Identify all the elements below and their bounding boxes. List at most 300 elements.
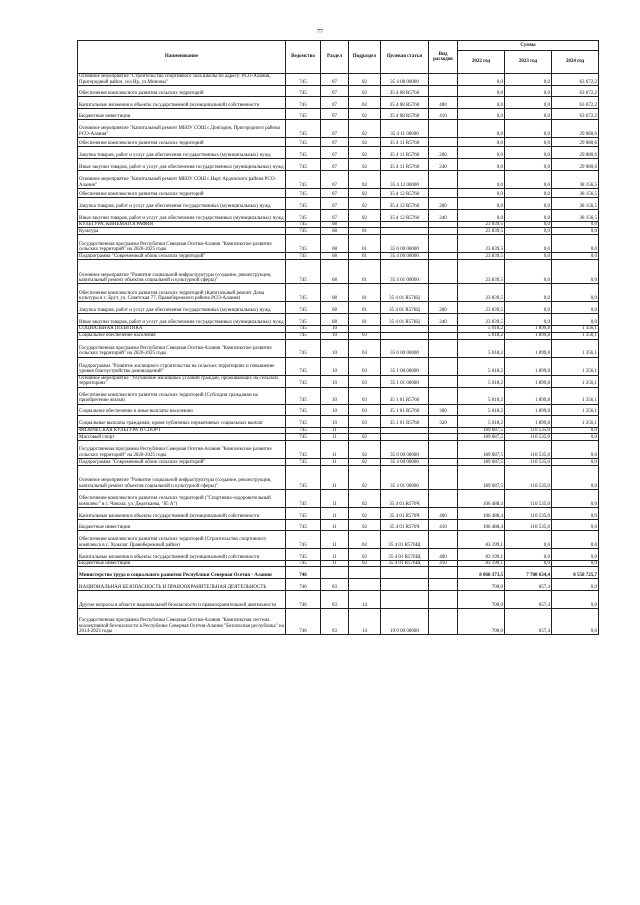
cell-name: Основное мероприятие "Капитальный ремонт МБОУ СОШ с.Нарт Ардонского района РСО-Алания" [78, 171, 286, 189]
table-row [78, 189, 599, 198]
cell-vid-rashodov: 200 [429, 198, 458, 210]
cell-vedomstvo: 745 [286, 109, 321, 120]
table-row [78, 109, 599, 120]
cell-vid-rashodov [429, 253, 458, 260]
cell-vid-rashodov [429, 332, 458, 339]
cell-2023: 0,0 [505, 210, 552, 222]
cell-vid-rashodov [429, 387, 458, 404]
cell-2022: 5 018,2 [458, 415, 505, 427]
cell-2023: 110 535,0 [505, 433, 552, 440]
table-row [78, 147, 599, 159]
cell-2023: 0,0 [505, 222, 552, 228]
cell-celevaya-statya: 35 4 01 R576Щ [381, 530, 429, 548]
cell-podrazdel [349, 567, 381, 579]
table-row [78, 387, 599, 404]
cell-podrazdel: 02 [349, 159, 381, 171]
cell-vedomstvo: 745 [286, 210, 321, 222]
cell-2024: 0,0 [552, 253, 599, 260]
cell-name: Массовый спорт [78, 433, 286, 440]
cell-vedomstvo: 745 [286, 560, 321, 566]
cell-razdel: 08 [321, 284, 349, 302]
cell-razdel: 11 [321, 530, 349, 548]
cell-celevaya-statya: 35 4 01 R576Ц [381, 314, 429, 326]
cell-2022: 0,0 [458, 189, 505, 198]
cell-podrazdel: 02 [349, 109, 381, 120]
cell-vedomstvo: 745 [286, 222, 321, 228]
cell-2024: 38 156,5 [552, 210, 599, 222]
cell-name: Основное мероприятие "Строительство спортивного зала школы по адресу: РСО-Алания, Пригородный район, сел.Нр, ул.Миноны" [78, 74, 286, 86]
cell-vid-rashodov: 410 [429, 109, 458, 120]
cell-podrazdel: 02 [349, 147, 381, 159]
table-row [78, 489, 599, 507]
cell-razdel: 10 [321, 339, 349, 357]
cell-2022: 5 018,2 [458, 339, 505, 357]
cell-razdel: 11 [321, 458, 349, 465]
cell-vid-rashodov [429, 609, 458, 635]
cell-2022: 700,0 [458, 579, 505, 591]
cell-celevaya-statya: 35 1 01 R5760 [381, 404, 429, 415]
cell-vedomstvo: 745 [286, 357, 321, 375]
cell-razdel: 07 [321, 189, 349, 198]
cell-name: Государственная программа Республики Северная Осетия-Алания "Комплексное развитие сельских территорий" на 2020-2025 годы [78, 235, 286, 253]
cell-2024: 0,0 [552, 609, 599, 635]
cell-vedomstvo: 745 [286, 198, 321, 210]
cell-2022: 189 687,5 [458, 433, 505, 440]
cell-podrazdel: 01 [349, 228, 381, 235]
cell-podrazdel: 02 [349, 458, 381, 465]
cell-vedomstvo: 746 [286, 579, 321, 591]
cell-name: Государственная программа Республики Северная Осетия-Алания "Комплексная система коллективной безопасности в Республике Северная Осетия-Алания "Безопасная республика" на 2014-2023 годы [78, 609, 286, 635]
cell-vedomstvo: 745 [286, 171, 321, 189]
cell-2023: 0,0 [505, 147, 552, 159]
cell-vedomstvo: 745 [286, 507, 321, 519]
cell-razdel: 11 [321, 465, 349, 489]
cell-vedomstvo: 745 [286, 548, 321, 560]
cell-celevaya-statya: 35 4 01 00000 [381, 465, 429, 489]
cell-2023: 0,0 [505, 302, 552, 314]
cell-celevaya-statya: 35 4 12 R5760 [381, 210, 429, 222]
cell-vid-rashodov: 200 [429, 147, 458, 159]
cell-razdel: 10 [321, 415, 349, 427]
cell-vedomstvo: 745 [286, 489, 321, 507]
cell-podrazdel: 02 [349, 74, 381, 86]
table-row [78, 415, 599, 427]
cell-vedomstvo: 745 [286, 375, 321, 387]
cell-razdel: 07 [321, 147, 349, 159]
cell-name: Социальное обеспечение и иные выплаты населению [78, 404, 286, 415]
cell-vedomstvo: 745 [286, 253, 321, 260]
cell-2023: 0,0 [505, 228, 552, 235]
cell-podrazdel: 02 [349, 433, 381, 440]
cell-vid-rashodov [429, 86, 458, 97]
cell-vid-rashodov [429, 489, 458, 507]
cell-2022: 700,0 [458, 591, 505, 609]
cell-2024: 38 156,5 [552, 198, 599, 210]
cell-vedomstvo: 745 [286, 465, 321, 489]
cell-2023: 7 708 634,4 [505, 567, 552, 579]
cell-razdel: 11 [321, 433, 349, 440]
cell-2024: 1 356,1 [552, 415, 599, 427]
cell-celevaya-statya: 35 4 12 00000 [381, 171, 429, 189]
cell-vedomstvo: 745 [286, 138, 321, 147]
cell-razdel: 11 [321, 507, 349, 519]
table-row [78, 210, 599, 222]
cell-2024: 29 080,6 [552, 147, 599, 159]
col-header-celevaya-statya: Целевая статья [381, 41, 429, 74]
cell-2024: 1 356,1 [552, 332, 599, 339]
cell-name: Другие вопросы в области национальной безопасности и правоохранительной деятельности [78, 591, 286, 609]
cell-2024: 63 672,2 [552, 74, 599, 86]
cell-podrazdel: 02 [349, 171, 381, 189]
cell-2024: 0,0 [552, 489, 599, 507]
cell-celevaya-statya: 35 4 08 R5760 [381, 86, 429, 97]
cell-2024: 0,0 [552, 591, 599, 609]
table-row [78, 284, 599, 302]
cell-vid-rashodov [429, 530, 458, 548]
cell-razdel: 11 [321, 440, 349, 458]
cell-celevaya-statya [381, 567, 429, 579]
cell-2022: 5 018,2 [458, 375, 505, 387]
cell-celevaya-statya: 35 4 01 R576Ч [381, 507, 429, 519]
cell-name: Бюджетные инвестиции [78, 109, 286, 120]
table-row [78, 579, 599, 591]
cell-razdel: 08 [321, 260, 349, 284]
cell-celevaya-statya: 35 4 01 R576Щ [381, 548, 429, 560]
cell-podrazdel: 01 [349, 302, 381, 314]
cell-celevaya-statya: 35 4 11 R5760 [381, 147, 429, 159]
cell-vid-rashodov [429, 579, 458, 591]
cell-razdel: 03 [321, 579, 349, 591]
cell-podrazdel: 03 [349, 415, 381, 427]
cell-celevaya-statya: 35 4 11 R5760 [381, 138, 429, 147]
cell-2022: 83 199,1 [458, 560, 505, 566]
cell-razdel: 10 [321, 404, 349, 415]
cell-2023: 1 899,8 [505, 415, 552, 427]
cell-vedomstvo: 745 [286, 433, 321, 440]
table-row [78, 609, 599, 635]
cell-2023: 0,0 [505, 235, 552, 253]
cell-podrazdel: 01 [349, 235, 381, 253]
cell-vid-rashodov [429, 74, 458, 86]
cell-name: Социальные выплаты гражданам, кроме публичных нормативных социальных выплат [78, 415, 286, 427]
cell-2023: 657,4 [505, 609, 552, 635]
cell-podrazdel [349, 579, 381, 591]
cell-podrazdel: 02 [349, 198, 381, 210]
cell-vid-rashodov [429, 458, 458, 465]
cell-razdel: 08 [321, 222, 349, 228]
page-number: 77 [317, 29, 323, 35]
cell-2023: 0,0 [505, 109, 552, 120]
cell-name: Обеспечение комплексного развития сельских территорий (Строительство спортивного комплекса в с. Хумалаг Правобережный район) [78, 530, 286, 548]
table-body [78, 74, 599, 635]
cell-vedomstvo: 745 [286, 147, 321, 159]
cell-celevaya-statya: 35 1 00 00000 [381, 357, 429, 375]
cell-vid-rashodov: 410 [429, 560, 458, 566]
cell-2023: 110 535,0 [505, 489, 552, 507]
cell-name: СОЦИАЛЬНАЯ ПОЛИТИКА [78, 326, 286, 332]
cell-2024: 1 356,1 [552, 357, 599, 375]
table-row [78, 567, 599, 579]
cell-celevaya-statya [381, 579, 429, 591]
cell-2024: 1 356,1 [552, 326, 599, 332]
cell-2024: 0,0 [552, 519, 599, 530]
cell-vedomstvo: 745 [286, 415, 321, 427]
cell-podrazdel: 01 [349, 253, 381, 260]
table-row [78, 339, 599, 357]
cell-2023: 110 535,0 [505, 458, 552, 465]
cell-2022: 0,0 [458, 74, 505, 86]
table-row [78, 314, 599, 326]
cell-name: Основное мероприятие "Развитие социальной инфраструктуры (создание, реконструкция, капитальный ремонт объектов социальной и культурной сферы)" [78, 465, 286, 489]
col-header-2022: 2022 год [458, 51, 505, 74]
cell-vid-rashodov [429, 120, 458, 138]
cell-razdel: 11 [321, 548, 349, 560]
cell-vedomstvo: 746 [286, 591, 321, 609]
cell-razdel: 08 [321, 228, 349, 235]
cell-razdel: 07 [321, 171, 349, 189]
cell-razdel: 10 [321, 332, 349, 339]
cell-vedomstvo: 745 [286, 404, 321, 415]
cell-razdel: 03 [321, 609, 349, 635]
cell-2022: 23 839,5 [458, 260, 505, 284]
cell-2024: 0,0 [552, 284, 599, 302]
cell-celevaya-statya: 35 0 00 00000 [381, 235, 429, 253]
cell-vid-rashodov: 400 [429, 507, 458, 519]
cell-celevaya-statya: 35 4 08 R5760 [381, 109, 429, 120]
cell-2024: 0,0 [552, 433, 599, 440]
cell-name: Обеспечение комплексного развития сельских территорий (Субсидии гражданам на приобретение жилья) [78, 387, 286, 404]
cell-podrazdel: 02 [349, 507, 381, 519]
cell-2023: 1 899,8 [505, 357, 552, 375]
cell-name: Подпрограмма "Современный облик сельских территорий" [78, 253, 286, 260]
cell-2023: 0,0 [505, 86, 552, 97]
cell-celevaya-statya: 35 4 01 00000 [381, 260, 429, 284]
cell-2022: 189 687,5 [458, 458, 505, 465]
cell-podrazdel: 02 [349, 189, 381, 198]
cell-celevaya-statya: 35 1 01 R5760 [381, 387, 429, 404]
cell-vedomstvo: 745 [286, 284, 321, 302]
cell-podrazdel: 02 [349, 440, 381, 458]
cell-2022: 23 839,5 [458, 253, 505, 260]
cell-name: Основное мероприятие "Развитие социальной инфраструктуры (создание, реконструкция, капитальный ремонт объектов социальной и культурной сферы)" [78, 260, 286, 284]
cell-2023: 0,0 [505, 530, 552, 548]
cell-razdel: 07 [321, 198, 349, 210]
cell-2023: 1 899,8 [505, 404, 552, 415]
cell-podrazdel: 02 [349, 138, 381, 147]
cell-razdel: 11 [321, 560, 349, 566]
cell-podrazdel: 03 [349, 387, 381, 404]
table-row [78, 171, 599, 189]
cell-celevaya-statya: 35 4 01 R576Ц [381, 302, 429, 314]
cell-podrazdel: 02 [349, 548, 381, 560]
cell-2024: 0,0 [552, 260, 599, 284]
cell-vid-rashodov [429, 260, 458, 284]
table-row [78, 97, 599, 109]
cell-vedomstvo: 745 [286, 440, 321, 458]
cell-podrazdel: 03 [349, 332, 381, 339]
cell-vid-rashodov: 400 [429, 97, 458, 109]
cell-2024: 0,0 [552, 458, 599, 465]
cell-name: Обеспечение комплексного развития сельских территорий [78, 189, 286, 198]
cell-2022: 5 018,2 [458, 332, 505, 339]
cell-2023: 0,0 [505, 548, 552, 560]
cell-name: Основное мероприятие "Улучшение жилищных условий граждан, проживающих на сельских территориях" [78, 375, 286, 387]
table-row [78, 519, 599, 530]
cell-vid-rashodov: 300 [429, 404, 458, 415]
cell-2024: 0,0 [552, 235, 599, 253]
cell-podrazdel: 02 [349, 530, 381, 548]
cell-razdel [321, 567, 349, 579]
cell-name: Бюджетные инвестиции [78, 560, 286, 566]
cell-2023: 0,0 [505, 74, 552, 86]
cell-celevaya-statya: 35 4 08 R5760 [381, 97, 429, 109]
cell-name: Закупка товаров, работ и услуг для обеспечения государственных (муниципальных) нужд [78, 198, 286, 210]
cell-vedomstvo: 745 [286, 74, 321, 86]
cell-vedomstvo: 746 [286, 567, 321, 579]
cell-vid-rashodov [429, 171, 458, 189]
cell-vid-rashodov [429, 235, 458, 253]
cell-celevaya-statya: 35 4 01 R576Ч [381, 519, 429, 530]
cell-2022: 0,0 [458, 138, 505, 147]
cell-celevaya-statya: 35 4 00 00000 [381, 253, 429, 260]
cell-vid-rashodov [429, 567, 458, 579]
cell-vedomstvo: 745 [286, 86, 321, 97]
cell-podrazdel: 03 [349, 357, 381, 375]
cell-2022: 0,0 [458, 198, 505, 210]
cell-celevaya-statya: 35 4 01 R576Ч [381, 489, 429, 507]
cell-vid-rashodov [429, 375, 458, 387]
cell-2023: 1 899,8 [505, 332, 552, 339]
cell-2023: 0,0 [505, 189, 552, 198]
cell-2022: 8 068 373,5 [458, 567, 505, 579]
cell-2023: 0,0 [505, 159, 552, 171]
cell-vedomstvo: 745 [286, 332, 321, 339]
cell-podrazdel: 02 [349, 97, 381, 109]
cell-2024: 1 356,1 [552, 404, 599, 415]
cell-name: Обеспечение комплексного развития сельских территорий (Капитальный ремонт Дома культуры в с. Брут, ул. Советская 77, Правобережного района РСО-Алания) [78, 284, 286, 302]
cell-vid-rashodov: 200 [429, 302, 458, 314]
cell-2023: 0,0 [505, 284, 552, 302]
cell-celevaya-statya: 35 0 00 00000 [381, 440, 429, 458]
cell-celevaya-statya: 35 0 00 00000 [381, 339, 429, 357]
cell-2024: 1 356,1 [552, 339, 599, 357]
cell-2024: 63 672,2 [552, 109, 599, 120]
cell-2023: 0,0 [505, 314, 552, 326]
cell-2024: 29 080,6 [552, 159, 599, 171]
cell-name: Основное мероприятие "Капитальный ремонт МБОУ СОШ с.Донгарон, Пригородного района РСО-Алания" [78, 120, 286, 138]
cell-name: Обеспечение комплексного развития сельских территорий [78, 86, 286, 97]
col-header-summa: Сумма [458, 41, 599, 51]
cell-vedomstvo: 745 [286, 97, 321, 109]
cell-podrazdel: 02 [349, 519, 381, 530]
cell-2024: 0,0 [552, 465, 599, 489]
cell-vedomstvo: 745 [286, 235, 321, 253]
cell-name: Иные закупки товаров, работ и услуг для обеспечения государственных (муниципальных) нужд [78, 314, 286, 326]
cell-celevaya-statya: 35 4 12 R5760 [381, 198, 429, 210]
cell-2022: 23 839,5 [458, 302, 505, 314]
cell-vedomstvo: 745 [286, 530, 321, 548]
cell-2023: 0,0 [505, 171, 552, 189]
cell-razdel: 11 [321, 489, 349, 507]
cell-name: Обеспечение комплексного развития сельских территорий [78, 138, 286, 147]
cell-2022: 0,0 [458, 171, 505, 189]
cell-celevaya-statya: 35 1 01 00000 [381, 375, 429, 387]
cell-2023: 657,4 [505, 579, 552, 591]
table-row [78, 235, 599, 253]
cell-2023: 110 535,0 [505, 507, 552, 519]
cell-2024: 0,0 [552, 548, 599, 560]
cell-name: Закупка товаров, работ и услуг для обеспечения государственных (муниципальных) нужд [78, 147, 286, 159]
cell-razdel: 11 [321, 427, 349, 433]
cell-2024: 0,0 [552, 579, 599, 591]
cell-2022: 0,0 [458, 86, 505, 97]
table-row [78, 159, 599, 171]
cell-podrazdel: 02 [349, 120, 381, 138]
cell-vedomstvo: 745 [286, 302, 321, 314]
table-row [78, 465, 599, 489]
cell-name: Подпрограмма "Развитие жилищного строительства на сельских территориях и повышение уровня благоустройства домовладений" [78, 357, 286, 375]
cell-2022: 106 488,4 [458, 519, 505, 530]
cell-2023: 0,0 [505, 260, 552, 284]
cell-name: Бюджетные инвестиции [78, 519, 286, 530]
cell-2023: 0,0 [505, 253, 552, 260]
cell-2022: 700,0 [458, 609, 505, 635]
cell-podrazdel: 14 [349, 609, 381, 635]
cell-2022: 23 839,5 [458, 235, 505, 253]
cell-name: НАЦИОНАЛЬНАЯ БЕЗОПАСНОСТЬ И ПРАВООХРАНИТЕЛЬНАЯ ДЕЯТЕЛЬНОСТЬ [78, 579, 286, 591]
cell-2024: 1 356,1 [552, 375, 599, 387]
cell-vid-rashodov [429, 138, 458, 147]
cell-name: КУЛЬТУРА, КИНЕМАТОГРАФИЯ [78, 222, 286, 228]
cell-name: ФИЗИЧЕСКАЯ КУЛЬТУРА И СПОРТ [78, 427, 286, 433]
cell-2023: 110 535,0 [505, 427, 552, 433]
cell-vedomstvo: 745 [286, 120, 321, 138]
cell-2023: 110 535,0 [505, 465, 552, 489]
table-row [78, 332, 599, 339]
cell-2023: 0,0 [505, 560, 552, 566]
cell-vid-rashodov [429, 189, 458, 198]
cell-vid-rashodov [429, 339, 458, 357]
cell-2022: 83 199,1 [458, 548, 505, 560]
cell-name: Капитальные вложения в объекты государственной (муниципальной) собственности [78, 507, 286, 519]
table-row [78, 357, 599, 375]
cell-vedomstvo: 745 [286, 314, 321, 326]
cell-celevaya-statya: 35 4 08 00000 [381, 74, 429, 86]
table-row [78, 440, 599, 458]
cell-vid-rashodov [429, 357, 458, 375]
cell-podrazdel: 01 [349, 314, 381, 326]
cell-2022: 106 488,4 [458, 507, 505, 519]
cell-podrazdel: 01 [349, 260, 381, 284]
cell-vid-rashodov [429, 591, 458, 609]
cell-celevaya-statya: 19 0 00 00000 [381, 609, 429, 635]
cell-2024: 0,0 [552, 530, 599, 548]
table-row [78, 591, 599, 609]
cell-2024: 63 672,2 [552, 86, 599, 97]
cell-vid-rashodov: 400 [429, 548, 458, 560]
cell-podrazdel: 03 [349, 339, 381, 357]
cell-razdel: 10 [321, 375, 349, 387]
cell-razdel: 10 [321, 387, 349, 404]
cell-razdel: 08 [321, 253, 349, 260]
cell-celevaya-statya: 35 4 11 00000 [381, 120, 429, 138]
cell-2023: 657,4 [505, 591, 552, 609]
cell-vedomstvo: 745 [286, 159, 321, 171]
cell-2024: 1 356,1 [552, 387, 599, 404]
cell-vid-rashodov [429, 433, 458, 440]
table-row [78, 74, 599, 86]
cell-razdel: 10 [321, 357, 349, 375]
